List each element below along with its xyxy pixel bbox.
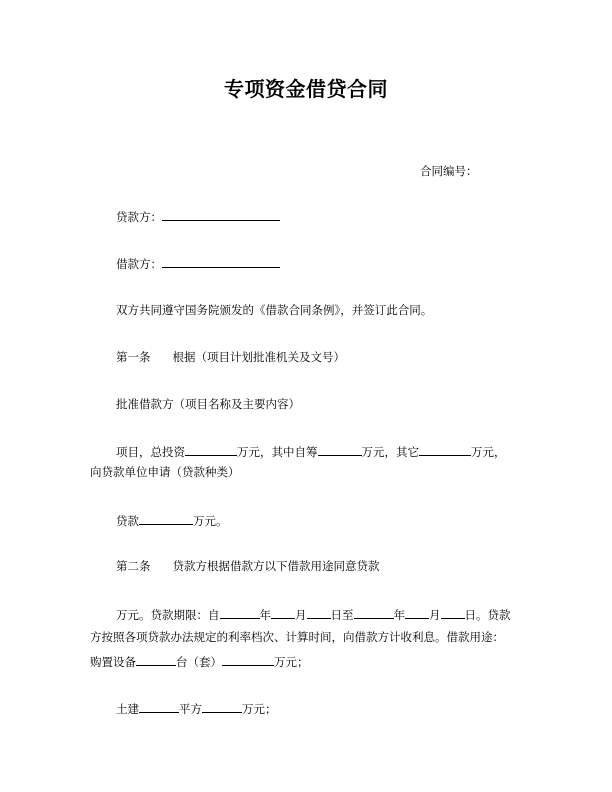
equipment-label: 购置设备 (90, 655, 136, 669)
article-2 (116, 558, 380, 574)
article-1-number: 第一条 (116, 350, 151, 364)
term-month-label-2: 月 (429, 608, 441, 622)
article-2-number: 第二条 (116, 559, 151, 573)
project-text-2: 万元，其中自筹 (237, 445, 318, 459)
term-line-1 (116, 606, 511, 623)
project-text-4: 万元， (471, 445, 506, 459)
end-year-blank[interactable] (354, 606, 394, 619)
civil-area-blank[interactable] (139, 700, 179, 713)
loan-text-2: 万元。 (193, 514, 228, 528)
project-line-2: 向贷款单位申请（贷款种类） (90, 465, 240, 479)
start-day-blank[interactable] (307, 606, 331, 619)
borrower-line (116, 255, 280, 272)
loan-amount-blank[interactable] (139, 512, 193, 525)
self-raised-blank[interactable] (318, 443, 362, 456)
term-end-text: 日。贷款 (464, 608, 511, 622)
term-text-1: 万元。贷款期限：自 (116, 608, 220, 622)
project-line-1 (116, 443, 506, 460)
project-text-3: 万元，其它 (361, 445, 419, 459)
lender-blank[interactable] (162, 208, 280, 221)
contract-number-label: 合同编号： (420, 164, 478, 178)
borrower-blank[interactable] (162, 255, 280, 268)
approve-line: 批准借款方（项目名称及主要内容） (116, 397, 300, 411)
civil-yuan-label: 万元； (242, 702, 277, 716)
term-month-label: 月 (295, 608, 307, 622)
project-text-1: 项目，总投资 (116, 445, 185, 459)
term-line-3 (90, 653, 309, 670)
equipment-amount-blank[interactable] (222, 653, 274, 666)
start-month-blank[interactable] (271, 606, 295, 619)
total-investment-blank[interactable] (185, 443, 237, 456)
end-month-blank[interactable] (405, 606, 429, 619)
civil-line (116, 700, 277, 717)
article-2-text: 贷款方根据借款方以下借款用途同意贷款 (172, 559, 380, 573)
civil-amount-blank[interactable] (202, 700, 242, 713)
equipment-unit-label: 台（套） (176, 655, 222, 669)
term-year-label: 年 (259, 608, 271, 622)
other-funds-blank[interactable] (419, 443, 471, 456)
loan-text-1: 贷款 (116, 514, 139, 528)
contract-title: 专项资金借贷合同 (224, 77, 388, 101)
article-1 (116, 349, 345, 365)
term-line-2: 方按照各项贷款办法规定的利率档次、计算时间，向借款方计收利息。借款用途： (90, 630, 504, 644)
borrower-label: 借款方： (116, 257, 162, 271)
lender-line (116, 208, 280, 225)
civil-label: 土建 (116, 702, 139, 716)
term-to-label: 日至 (330, 608, 354, 622)
loan-line (116, 512, 228, 529)
intro-text: 双方共同遵守国务院颁发的《借款合同条例》，并签订此合同。 (116, 303, 433, 317)
civil-unit-label: 平方 (179, 702, 202, 716)
term-year-label-2: 年 (393, 608, 405, 622)
end-day-blank[interactable] (441, 606, 465, 619)
lender-label: 贷款方： (116, 210, 162, 224)
article-1-text: 根据（项目计划批准机关及文号） (172, 350, 345, 364)
equipment-yuan-label: 万元； (274, 655, 309, 669)
equipment-qty-blank[interactable] (136, 653, 176, 666)
start-year-blank[interactable] (220, 606, 260, 619)
